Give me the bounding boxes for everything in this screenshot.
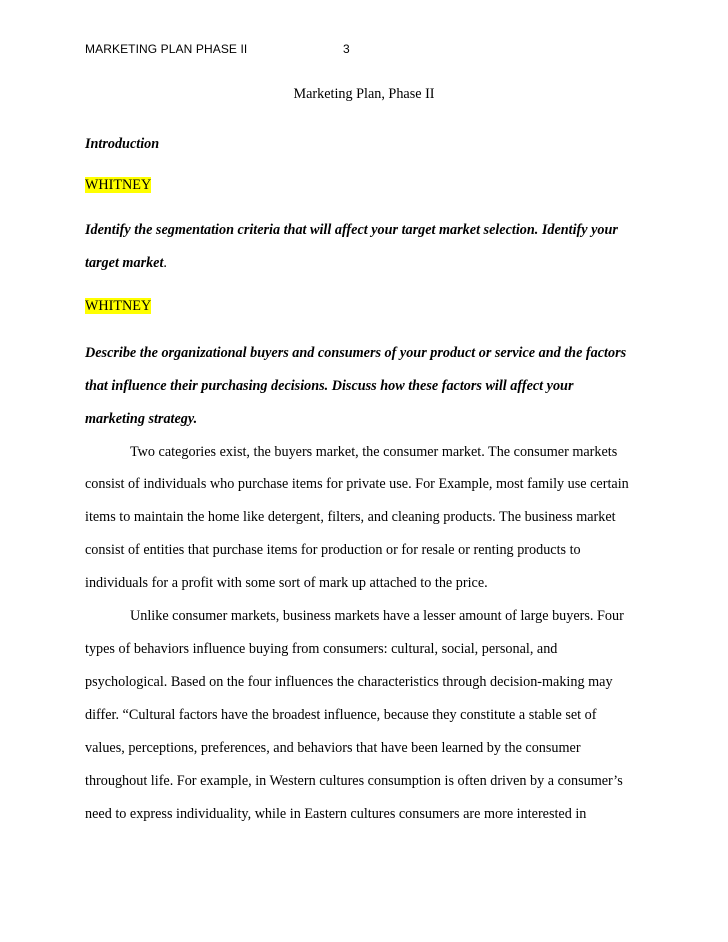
paragraph-2-line: values, perceptions, preferences, and behaviors that have been learned by the consumer (85, 740, 581, 756)
paragraph-2-line: need to express individuality, while in Eastern cultures consumers are more interested in (85, 806, 587, 822)
paragraph-2-line: psychological. Based on the four influences the characteristics through decision-making may (85, 674, 613, 690)
question-1-line-1: Identify the segmentation criteria that will affect your target market selection. Identify your (85, 222, 618, 238)
highlight-name-1 (85, 177, 151, 194)
paragraph-1-line: consist of individuals who purchase items for private use. For Example, most family use certain (85, 476, 629, 492)
paragraph-1-line: Two categories exist, the buyers market, the consumer market. The consumer markets (130, 444, 618, 460)
question-2-line-1: Describe the organizational buyers and consumers of your product or service and the factors (85, 345, 627, 361)
paragraph-2-line: differ. “Cultural factors have the broadest influence, because they constitute a stable set of (85, 707, 597, 723)
paragraph-1-line: consist of entities that purchase items for production or for resale or renting products to (85, 542, 581, 558)
paragraph-1-line: items to maintain the home like detergent, filters, and cleaning products. The business market (85, 509, 616, 525)
intro-heading: Introduction (85, 136, 160, 152)
question-2-line-2: that influence their purchasing decisions. Discuss how these factors will affect your (85, 378, 574, 394)
page-number: 3 (343, 42, 350, 56)
running-head: MARKETING PLAN PHASE II (85, 42, 248, 56)
question-2-line-3: marketing strategy. (85, 411, 198, 427)
paragraph-2-line: Unlike consumer markets, business markets have a lesser amount of large buyers. Four (130, 608, 624, 624)
target-market-text: target market (85, 255, 164, 271)
page-title: Marketing Plan, Phase II (293, 86, 435, 102)
period-text: . (163, 255, 167, 271)
paragraph-1-line: individuals for a profit with some sort of mark up attached to the price. (85, 575, 488, 591)
highlighted-text: WHITNEY (85, 177, 152, 193)
paragraph-2-line: types of behaviors influence buying from consumers: cultural, social, personal, and (85, 641, 558, 657)
question-1-line-2 (85, 255, 167, 272)
highlighted-text: WHITNEY (85, 298, 152, 314)
paragraph-2-line: throughout life. For example, in Western cultures consumption is often driven by a consumer’s (85, 773, 623, 789)
highlight-name-2 (85, 298, 151, 315)
